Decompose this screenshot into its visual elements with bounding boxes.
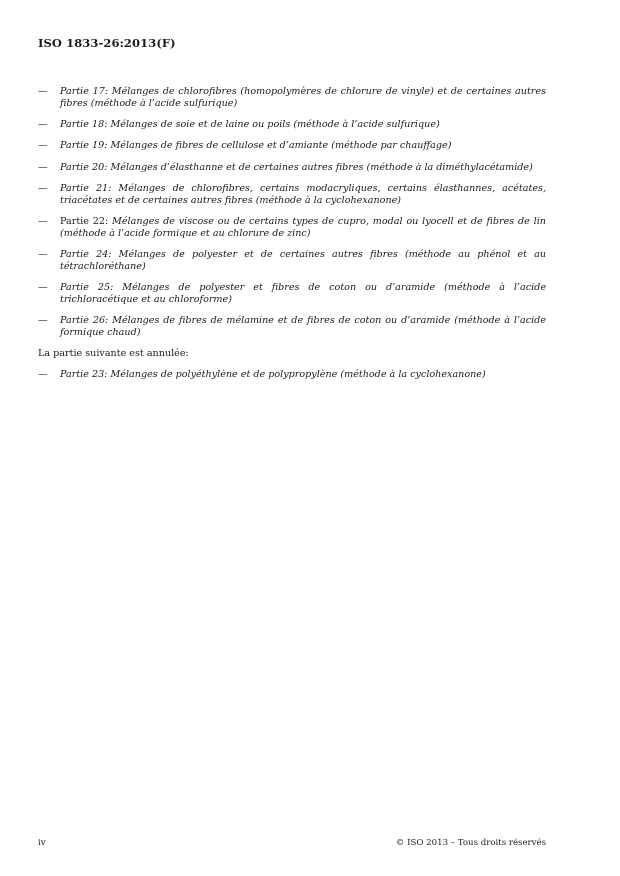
list-dash: — [38,161,48,173]
list-dash: — [38,216,48,228]
cancelled-parts-note: La partie suivante est annulée: [38,348,189,360]
document-id-header: ISO 1833-26:2013(F) [38,36,176,50]
list-item-text: Partie 21: Mélanges de chlorofibres, certains modacryliques, certains élasthannes, acétates, triacétates et de certaines autres fibres (méthode à la cyclohexanone) [60,183,546,206]
cancelled-parts-list [38,369,546,381]
list-item [38,183,546,206]
list-dash: — [38,86,48,97]
list-item-text: Partie 20: Mélanges d’élasthanne et de certaines autres fibres (méthode à la diméthylacétamide) [60,161,533,173]
list-item-text [60,216,546,239]
list-dash: — [38,282,48,294]
list-item-text: Partie 17: Mélanges de chlorofibres (homopolymères de chlorure de vinyle) et de certaines autres fibres (méthode à l’acide sulfurique) [60,86,546,109]
list-item-text: Partie 24: Mélanges de polyester et de certaines autres fibres (méthode au phénol et au tétrachloréthane) [60,249,546,272]
list-dash: — [38,249,48,261]
list-item [38,119,546,131]
list-dash: — [38,118,48,130]
copyright-notice: © ISO 2013 – Tous droits réservés [395,838,546,848]
list-item [38,282,546,305]
list-item-text: Partie 25: Mélanges de polyester et fibres de coton ou d’aramide (méthode à l’acide trichloracétique et au chloroforme) [60,282,546,305]
list-item-text: Partie 18: Mélanges de soie et de laine ou poils (méthode à l’acide sulfurique) [60,118,440,130]
page-footer [38,838,546,848]
list-item-body: Mélanges de viscose ou de certains types de cupro, modal ou lyocell et de fibres de lin (méthode à l’acide formique et au chlorure de zinc) [60,216,546,239]
list-item [38,315,546,338]
list-dash: — [38,140,48,152]
list-item [38,86,546,109]
list-item-text: Partie 19: Mélanges de fibres de cellulose et d’amiante (méthode par chauffage) [60,140,452,152]
list-item-text: Partie 26: Mélanges de fibres de mélamine et de fibres de coton ou d’aramide (méthode à l’acide formique chaud) [60,315,546,338]
document-body [38,86,546,391]
list-dash: — [38,315,48,327]
list-item-text: Partie 23: Mélanges de polyéthylène et de polypropylène (méthode à la cyclohexanone) [60,369,486,381]
list-item [38,162,546,174]
list-item-prefix: Partie 22: [60,216,113,228]
list-item [38,369,546,381]
page-number: iv [38,838,46,848]
list-dash: — [38,369,48,381]
parts-list [38,86,546,338]
list-item [38,249,546,272]
list-dash: — [38,183,48,195]
list-item [38,140,546,152]
list-item [38,216,546,239]
